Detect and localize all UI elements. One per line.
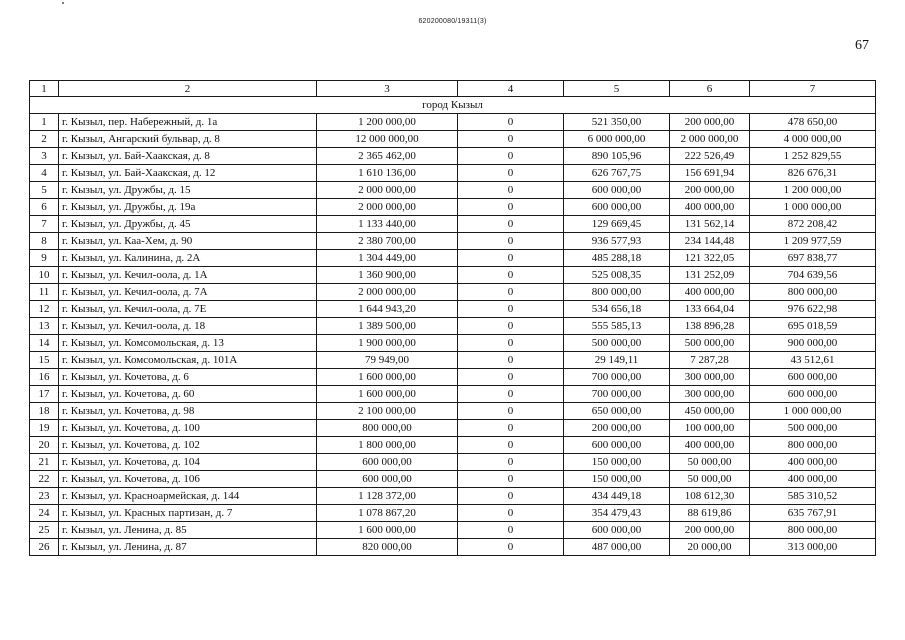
amount-col6-cell: 222 526,49 (670, 148, 750, 165)
amount-col7-cell: 500 000,00 (750, 420, 876, 437)
amount-col5-cell: 150 000,00 (564, 471, 670, 488)
address-cell: г. Кызыл, ул. Кочетова, д. 98 (59, 403, 317, 420)
amount-col7-cell: 872 208,42 (750, 216, 876, 233)
amount-col5-cell: 29 149,11 (564, 352, 670, 369)
amount-col6-cell: 108 612,30 (670, 488, 750, 505)
column-number-cell: 3 (317, 81, 458, 97)
amount-total-cell: 1 360 900,00 (317, 267, 458, 284)
column-number-cell: 5 (564, 81, 670, 97)
amount-col6-cell: 156 691,94 (670, 165, 750, 182)
table-row (30, 522, 876, 539)
amount-col6-cell: 100 000,00 (670, 420, 750, 437)
amount-col6-cell: 131 562,14 (670, 216, 750, 233)
amount-col7-cell: 900 000,00 (750, 335, 876, 352)
amount-col7-cell: 1 000 000,00 (750, 199, 876, 216)
section-title: город Кызыл (30, 97, 876, 114)
amount-col5-cell: 434 449,18 (564, 488, 670, 505)
amount-col4-cell: 0 (458, 284, 564, 301)
amount-col5-cell: 600 000,00 (564, 199, 670, 216)
amount-col7-cell: 800 000,00 (750, 284, 876, 301)
amount-col6-cell: 133 664,04 (670, 301, 750, 318)
row-number-cell: 21 (30, 454, 59, 471)
address-cell: г. Кызыл, ул. Кечил-оола, д. 7Е (59, 301, 317, 318)
amount-col6-cell: 50 000,00 (670, 471, 750, 488)
table-row (30, 199, 876, 216)
amount-total-cell: 600 000,00 (317, 454, 458, 471)
address-cell: г. Кызыл, ул. Ленина, д. 87 (59, 539, 317, 556)
amount-col6-cell: 400 000,00 (670, 284, 750, 301)
row-number-cell: 8 (30, 233, 59, 250)
amount-col4-cell: 0 (458, 488, 564, 505)
table-row (30, 369, 876, 386)
amount-col7-cell: 4 000 000,00 (750, 131, 876, 148)
row-number-cell: 20 (30, 437, 59, 454)
amount-col4-cell: 0 (458, 335, 564, 352)
amount-col7-cell: 400 000,00 (750, 471, 876, 488)
amount-col6-cell: 400 000,00 (670, 199, 750, 216)
table-row (30, 284, 876, 301)
table-row (30, 318, 876, 335)
amount-col5-cell: 129 669,45 (564, 216, 670, 233)
table-row (30, 386, 876, 403)
amount-col7-cell: 400 000,00 (750, 454, 876, 471)
row-number-cell: 13 (30, 318, 59, 335)
table-row (30, 301, 876, 318)
amount-col6-cell: 138 896,28 (670, 318, 750, 335)
table-row (30, 216, 876, 233)
amount-total-cell: 2 100 000,00 (317, 403, 458, 420)
amount-col6-cell: 50 000,00 (670, 454, 750, 471)
amount-total-cell: 800 000,00 (317, 420, 458, 437)
row-number-cell: 24 (30, 505, 59, 522)
row-number-cell: 12 (30, 301, 59, 318)
amount-col4-cell: 0 (458, 148, 564, 165)
amount-total-cell: 1 600 000,00 (317, 369, 458, 386)
row-number-cell: 15 (30, 352, 59, 369)
row-number-cell: 23 (30, 488, 59, 505)
amount-total-cell: 820 000,00 (317, 539, 458, 556)
amount-col4-cell: 0 (458, 454, 564, 471)
table-row (30, 420, 876, 437)
document-id: 620200080/19311(3) (418, 18, 487, 25)
table-row (30, 505, 876, 522)
amount-col5-cell: 700 000,00 (564, 386, 670, 403)
amount-col7-cell: 695 018,59 (750, 318, 876, 335)
amount-col7-cell: 697 838,77 (750, 250, 876, 267)
row-number-cell: 26 (30, 539, 59, 556)
row-number-cell: 9 (30, 250, 59, 267)
amount-col4-cell: 0 (458, 250, 564, 267)
amount-col5-cell: 200 000,00 (564, 420, 670, 437)
table-row (30, 539, 876, 556)
table-row (30, 488, 876, 505)
amount-col7-cell: 1 209 977,59 (750, 233, 876, 250)
column-number-cell: 4 (458, 81, 564, 97)
address-cell: г. Кызыл, ул. Дружбы, д. 15 (59, 182, 317, 199)
amount-total-cell: 1 304 449,00 (317, 250, 458, 267)
amount-total-cell: 1 610 136,00 (317, 165, 458, 182)
row-number-cell: 11 (30, 284, 59, 301)
address-cell: г. Кызыл, ул. Ленина, д. 85 (59, 522, 317, 539)
amount-col7-cell: 635 767,91 (750, 505, 876, 522)
amount-col6-cell: 400 000,00 (670, 437, 750, 454)
address-cell: г. Кызыл, ул. Комсомольская, д. 101А (59, 352, 317, 369)
table-row (30, 454, 876, 471)
amount-col7-cell: 800 000,00 (750, 437, 876, 454)
row-number-cell: 1 (30, 114, 59, 131)
table-row (30, 335, 876, 352)
amount-total-cell: 1 644 943,20 (317, 301, 458, 318)
amount-col5-cell: 936 577,93 (564, 233, 670, 250)
address-cell: г. Кызыл, ул. Кечил-оола, д. 1А (59, 267, 317, 284)
amount-total-cell: 1 128 372,00 (317, 488, 458, 505)
amount-col7-cell: 1 252 829,55 (750, 148, 876, 165)
amount-total-cell: 12 000 000,00 (317, 131, 458, 148)
row-number-cell: 19 (30, 420, 59, 437)
page-number: 67 (855, 38, 869, 53)
amount-total-cell: 1 600 000,00 (317, 522, 458, 539)
amount-col6-cell: 234 144,48 (670, 233, 750, 250)
address-cell: г. Кызыл, Ангарский бульвар, д. 8 (59, 131, 317, 148)
amount-col5-cell: 626 767,75 (564, 165, 670, 182)
amount-col4-cell: 0 (458, 216, 564, 233)
amount-col4-cell: 0 (458, 199, 564, 216)
amount-total-cell: 600 000,00 (317, 471, 458, 488)
table-row (30, 131, 876, 148)
amount-col7-cell: 43 512,61 (750, 352, 876, 369)
table-row (30, 437, 876, 454)
amount-col6-cell: 7 287,28 (670, 352, 750, 369)
row-number-cell: 4 (30, 165, 59, 182)
amount-col7-cell: 478 650,00 (750, 114, 876, 131)
amount-col5-cell: 487 000,00 (564, 539, 670, 556)
amount-total-cell: 1 200 000,00 (317, 114, 458, 131)
amount-col5-cell: 354 479,43 (564, 505, 670, 522)
address-cell: г. Кызыл, пер. Набережный, д. 1а (59, 114, 317, 131)
address-cell: г. Кызыл, ул. Каа-Хем, д. 90 (59, 233, 317, 250)
table-row (30, 250, 876, 267)
row-number-cell: 16 (30, 369, 59, 386)
amount-col6-cell: 300 000,00 (670, 386, 750, 403)
table-row (30, 352, 876, 369)
amount-col4-cell: 0 (458, 420, 564, 437)
table-row (30, 114, 876, 131)
amount-total-cell: 79 949,00 (317, 352, 458, 369)
table-row (30, 471, 876, 488)
row-number-cell: 10 (30, 267, 59, 284)
amount-col5-cell: 150 000,00 (564, 454, 670, 471)
amount-col7-cell: 585 310,52 (750, 488, 876, 505)
amount-col4-cell: 0 (458, 539, 564, 556)
amount-col4-cell: 0 (458, 301, 564, 318)
amount-col4-cell: 0 (458, 369, 564, 386)
amount-col5-cell: 521 350,00 (564, 114, 670, 131)
amount-col6-cell: 20 000,00 (670, 539, 750, 556)
amount-col5-cell: 525 008,35 (564, 267, 670, 284)
amount-col4-cell: 0 (458, 403, 564, 420)
amount-col4-cell: 0 (458, 318, 564, 335)
amount-col7-cell: 600 000,00 (750, 386, 876, 403)
amount-col4-cell: 0 (458, 233, 564, 250)
row-number-cell: 7 (30, 216, 59, 233)
amount-col6-cell: 200 000,00 (670, 114, 750, 131)
amount-total-cell: 2 000 000,00 (317, 284, 458, 301)
amount-col6-cell: 500 000,00 (670, 335, 750, 352)
amount-col4-cell: 0 (458, 182, 564, 199)
row-number-cell: 5 (30, 182, 59, 199)
addresses-table (29, 80, 876, 556)
table-row (30, 267, 876, 284)
amount-col4-cell: 0 (458, 165, 564, 182)
table-row (30, 182, 876, 199)
column-number-row (30, 81, 876, 97)
amount-col7-cell: 1 000 000,00 (750, 403, 876, 420)
column-number-cell: 6 (670, 81, 750, 97)
address-cell: г. Кызыл, ул. Бай-Хаакская, д. 12 (59, 165, 317, 182)
amount-col7-cell: 1 200 000,00 (750, 182, 876, 199)
amount-col5-cell: 600 000,00 (564, 437, 670, 454)
row-number-cell: 17 (30, 386, 59, 403)
row-number-cell: 18 (30, 403, 59, 420)
address-cell: г. Кызыл, ул. Кочетова, д. 104 (59, 454, 317, 471)
amount-col6-cell: 88 619,86 (670, 505, 750, 522)
amount-col6-cell: 2 000 000,00 (670, 131, 750, 148)
amount-total-cell: 2 365 462,00 (317, 148, 458, 165)
address-cell: г. Кызыл, ул. Кочетова, д. 100 (59, 420, 317, 437)
amount-col5-cell: 700 000,00 (564, 369, 670, 386)
amount-col5-cell: 485 288,18 (564, 250, 670, 267)
section-row (30, 97, 876, 114)
amount-col5-cell: 650 000,00 (564, 403, 670, 420)
table-row (30, 148, 876, 165)
amount-col6-cell: 300 000,00 (670, 369, 750, 386)
amount-col5-cell: 500 000,00 (564, 335, 670, 352)
table-body (30, 81, 876, 556)
amount-col6-cell: 200 000,00 (670, 522, 750, 539)
row-number-cell: 14 (30, 335, 59, 352)
address-cell: г. Кызыл, ул. Кечил-оола, д. 18 (59, 318, 317, 335)
amount-total-cell: 1 600 000,00 (317, 386, 458, 403)
column-number-cell: 1 (30, 81, 59, 97)
amount-col6-cell: 200 000,00 (670, 182, 750, 199)
address-cell: г. Кызыл, ул. Кечил-оола, д. 7А (59, 284, 317, 301)
amount-total-cell: 1 078 867,20 (317, 505, 458, 522)
amount-col5-cell: 600 000,00 (564, 522, 670, 539)
table-row (30, 165, 876, 182)
scan-speck (62, 2, 64, 4)
amount-total-cell: 2 000 000,00 (317, 182, 458, 199)
amount-col4-cell: 0 (458, 267, 564, 284)
column-number-cell: 7 (750, 81, 876, 97)
amount-total-cell: 2 000 000,00 (317, 199, 458, 216)
amount-col5-cell: 890 105,96 (564, 148, 670, 165)
amount-col7-cell: 600 000,00 (750, 369, 876, 386)
amount-col5-cell: 534 656,18 (564, 301, 670, 318)
amount-col7-cell: 704 639,56 (750, 267, 876, 284)
table-row (30, 233, 876, 250)
address-cell: г. Кызыл, ул. Красноармейская, д. 144 (59, 488, 317, 505)
amount-col5-cell: 600 000,00 (564, 182, 670, 199)
amount-total-cell: 1 900 000,00 (317, 335, 458, 352)
row-number-cell: 22 (30, 471, 59, 488)
amount-col4-cell: 0 (458, 522, 564, 539)
address-cell: г. Кызыл, ул. Кочетова, д. 60 (59, 386, 317, 403)
amount-total-cell: 1 133 440,00 (317, 216, 458, 233)
address-cell: г. Кызыл, ул. Красных партизан, д. 7 (59, 505, 317, 522)
amount-col5-cell: 555 585,13 (564, 318, 670, 335)
amount-col4-cell: 0 (458, 437, 564, 454)
amount-col5-cell: 6 000 000,00 (564, 131, 670, 148)
address-cell: г. Кызыл, ул. Дружбы, д. 45 (59, 216, 317, 233)
address-cell: г. Кызыл, ул. Комсомольская, д. 13 (59, 335, 317, 352)
amount-col5-cell: 800 000,00 (564, 284, 670, 301)
row-number-cell: 6 (30, 199, 59, 216)
amount-col7-cell: 826 676,31 (750, 165, 876, 182)
row-number-cell: 2 (30, 131, 59, 148)
amount-col6-cell: 450 000,00 (670, 403, 750, 420)
amount-col4-cell: 0 (458, 131, 564, 148)
address-cell: г. Кызыл, ул. Бай-Хаакская, д. 8 (59, 148, 317, 165)
amount-col7-cell: 313 000,00 (750, 539, 876, 556)
amount-col4-cell: 0 (458, 386, 564, 403)
address-cell: г. Кызыл, ул. Кочетова, д. 102 (59, 437, 317, 454)
amount-col4-cell: 0 (458, 114, 564, 131)
amount-total-cell: 2 380 700,00 (317, 233, 458, 250)
column-number-cell: 2 (59, 81, 317, 97)
row-number-cell: 25 (30, 522, 59, 539)
amount-col7-cell: 976 622,98 (750, 301, 876, 318)
amount-total-cell: 1 800 000,00 (317, 437, 458, 454)
amount-col4-cell: 0 (458, 505, 564, 522)
address-cell: г. Кызыл, ул. Кочетова, д. 106 (59, 471, 317, 488)
amount-col7-cell: 800 000,00 (750, 522, 876, 539)
amount-total-cell: 1 389 500,00 (317, 318, 458, 335)
table-row (30, 403, 876, 420)
address-cell: г. Кызыл, ул. Кочетова, д. 6 (59, 369, 317, 386)
amount-col6-cell: 131 252,09 (670, 267, 750, 284)
amount-col6-cell: 121 322,05 (670, 250, 750, 267)
row-number-cell: 3 (30, 148, 59, 165)
address-cell: г. Кызыл, ул. Калинина, д. 2А (59, 250, 317, 267)
address-cell: г. Кызыл, ул. Дружбы, д. 19а (59, 199, 317, 216)
amount-col4-cell: 0 (458, 471, 564, 488)
amount-col4-cell: 0 (458, 352, 564, 369)
